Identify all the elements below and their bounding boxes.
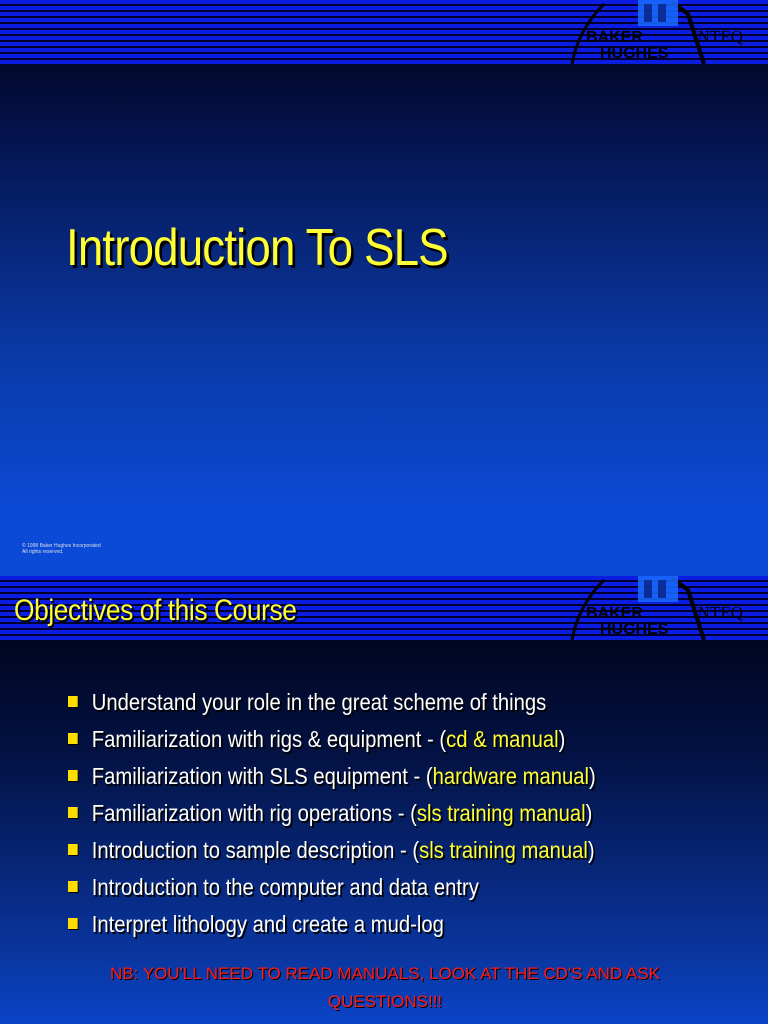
list-item (68, 799, 596, 836)
list-item (68, 762, 596, 799)
logo-name1: BAKER (586, 605, 643, 622)
bullet-text: Familiarization with SLS equipment - ( (91, 763, 433, 789)
list-item (68, 836, 596, 873)
square-bullet-icon (68, 770, 78, 781)
bullet-reference: sls training manual (416, 800, 586, 826)
bullet-suffix: ) (587, 837, 595, 863)
slide1-title: Introduction To SLS (66, 219, 448, 277)
note-line2: QUESTIONS!!! (327, 992, 443, 1011)
square-bullet-icon (68, 918, 78, 929)
bullet-text: Familiarization with rig operations - ( (91, 800, 417, 826)
list-item (68, 725, 596, 762)
bullet-suffix: ) (558, 726, 566, 752)
objectives-slide (0, 576, 768, 1024)
bullet-text: Familiarization with rigs & equipment - ( (91, 726, 447, 752)
square-bullet-icon (68, 807, 78, 818)
note-line1: NB: YOU'LL NEED TO READ MANUALS, LOOK AT THE CD'S AND ASK (109, 964, 661, 983)
square-bullet-icon (68, 733, 78, 744)
baker-hughes-inteq-logo (568, 0, 768, 64)
list-item (68, 688, 596, 725)
logo-name2: HUGHES (600, 45, 669, 62)
copyright-line2: All rights reserved. (22, 549, 64, 555)
bullet-text: Introduction to the computer and data entry (91, 874, 479, 900)
objectives-list (68, 688, 668, 947)
logo-name1: BAKER (586, 29, 643, 46)
logo-brand: INTEQ (692, 603, 743, 622)
logo-name2: HUGHES (600, 621, 669, 638)
bullet-suffix: ) (585, 800, 593, 826)
baker-hughes-inteq-logo (568, 576, 768, 640)
square-bullet-icon (68, 844, 78, 855)
logo-brand: INTEQ (692, 27, 743, 46)
copyright-notice (22, 543, 101, 555)
square-bullet-icon (68, 696, 78, 707)
slide2-title: Objectives of this Course (14, 594, 297, 627)
bullet-reference: sls training manual (419, 837, 588, 863)
slide-separator (0, 512, 768, 576)
list-item (68, 910, 596, 947)
copyright-line1: © 1998 Baker Hughes Incorporated (22, 543, 101, 549)
bullet-text: Introduction to sample description - ( (91, 837, 420, 863)
note-text (30, 960, 740, 1016)
list-item (68, 873, 596, 910)
bullet-reference: hardware manual (432, 763, 590, 789)
bullet-suffix: ) (589, 763, 596, 789)
square-bullet-icon (68, 881, 78, 892)
bullet-text: Understand your role in the great scheme of things (91, 689, 547, 715)
bullet-reference: cd & manual (446, 726, 559, 752)
bullet-text: Interpret lithology and create a mud-log (91, 911, 444, 937)
